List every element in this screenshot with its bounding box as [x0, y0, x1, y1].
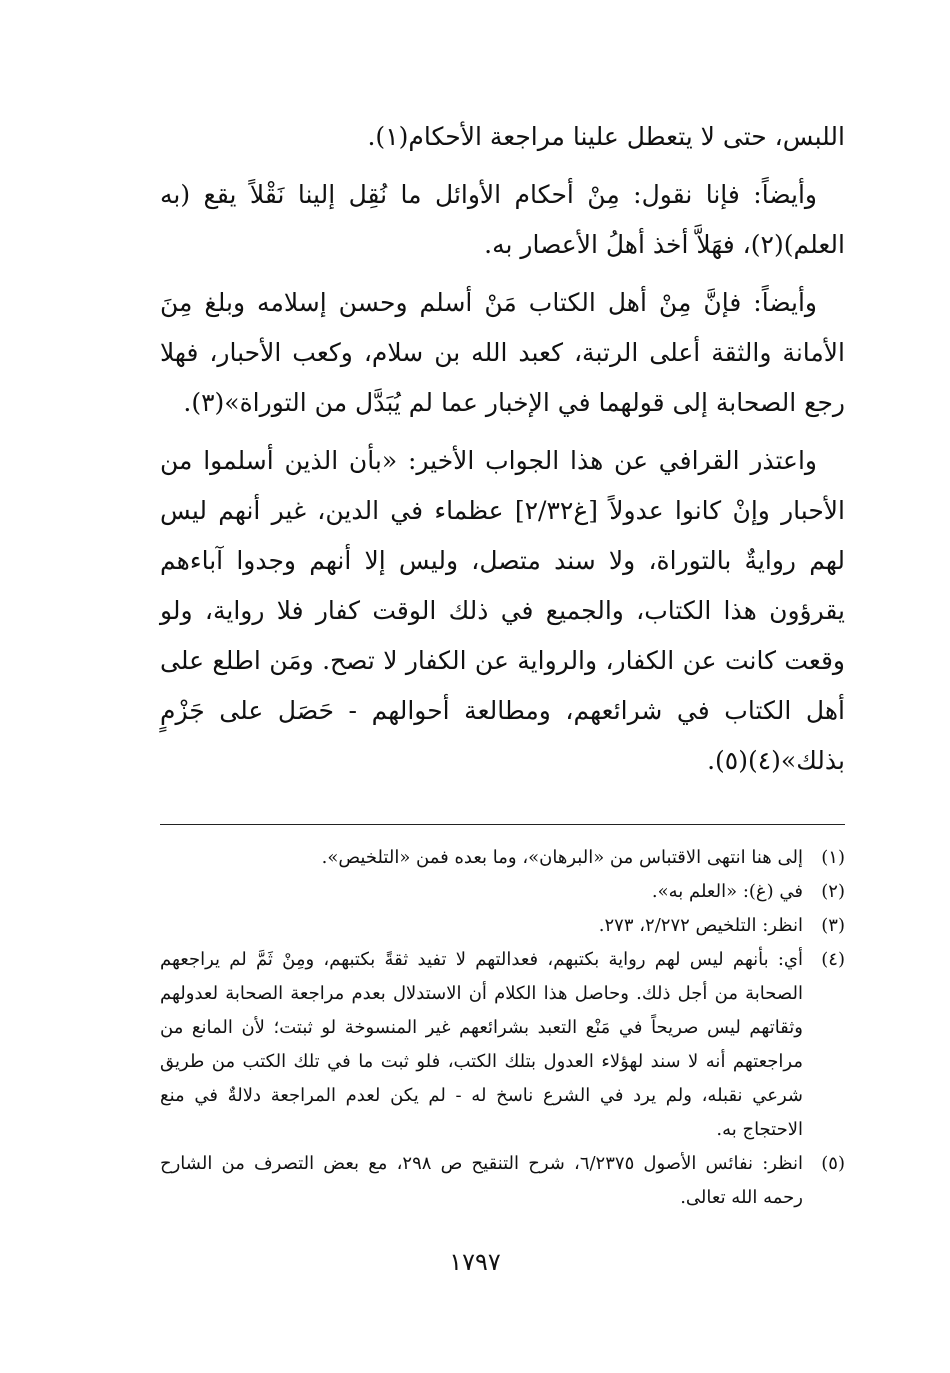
footnote-text: انظر: نفائس الأصول ٦/٢٣٧٥، شرح التنقيح ص ٢٩٨، مع بعض التصرف من الشارح رحمه الله تعالى. — [160, 1153, 803, 1208]
footnote-number: (٥) — [821, 1153, 845, 1174]
footnote-number: (٢) — [821, 881, 845, 902]
footnote-text: انظر: التلخيص ٢/٢٧٢، ٢٧٣. — [598, 915, 803, 936]
footnote-4 — [160, 943, 845, 1147]
paragraph-4: واعتذر القرافي عن هذا الجواب الأخير: «بأن الذين أسلموا من الأحبار وإنْ كانوا عدولاً [غ٢/٣٢] عظماء في الدين، غير أنهم ليس لهم روايةٌ بالتوراة، ولا سند متصل، وليس إلا أنهم وجدوا آباءهم يقرؤون هذا الكتاب، والجميع في ذلك الوقت كفار فلا رواية، ولو وقعت كانت عن الكفار، والرواية عن الكفار لا تصح. ومَن اطلع على أهل الكتاب في شرائعهم، ومطالعة أحوالهم - حَصَل على جَزْمٍ بذلك»(٤)(٥). — [160, 446, 845, 775]
footnote-text: أي: بأنهم ليس لهم رواية بكتبهم، فعدالتهم لا تفيد ثقةً بكتبهم، ومِنْ ثَمَّ لم يراجعهم الصحابة من أجل ذلك. وحاصل هذا الكلام أن الاستدلال بعدم مراجعة الصحابة لعدولهم وثقاتهم ليس صريحاً في مَنْع التعبد بشرائعهم غير المنسوخة لو ثبتت؛ لأن المانع من مراجعتهم أنه لا سند لهؤلاء العدول بتلك الكتب، فلو ثبت ما في تلك الكتب من طريق شرعي نقبله، ولم يرد في الشرع ناسخ له - لم يكن لعدم المراجعة دلالةٌ في منع الاحتجاج به. — [160, 949, 804, 1140]
footnote-number: (٣) — [821, 915, 845, 936]
footnote-number: (٤) — [821, 949, 845, 970]
paragraph-1: اللبس، حتى لا يتعطل علينا مراجعة الأحكام(١). — [367, 122, 845, 151]
page-number: ١٧٩٧ — [449, 1248, 501, 1276]
footnote-text: في (غ): «العلم به». — [651, 881, 803, 902]
paragraph-2: وأيضاً: فإنا نقول: مِنْ أحكام الأوائل ما نُقِل إلينا نَقْلاً يقع (به العلم)(٢)، فهَلاَّ أخذ أهلُ الأعصار به. — [160, 180, 845, 259]
footnote-divider — [160, 824, 845, 825]
footnote-1 — [160, 841, 845, 875]
footnote-5 — [160, 1147, 845, 1215]
page-body — [160, 112, 845, 1215]
footnote-number: (١) — [821, 847, 845, 868]
footnote-2 — [160, 875, 845, 909]
footnotes — [160, 841, 845, 1215]
footnote-text: إلى هنا انتهى الاقتباس من «البرهان»، وما بعده فمن «التلخيص». — [321, 847, 803, 868]
paragraph-3: وأيضاً: فإنَّ مِنْ أهل الكتاب مَنْ أسلم وحسن إسلامه وبلغ مِنَ الأمانة والثقة أعلى الرتبة، كعبد الله بن سلام، وكعب الأحبار، فهلا رجع الصحابة إلى قولهما في الإخبار عما لم يُبَدَّل من التوراة»(٣). — [160, 288, 845, 417]
footnote-3 — [160, 909, 845, 943]
